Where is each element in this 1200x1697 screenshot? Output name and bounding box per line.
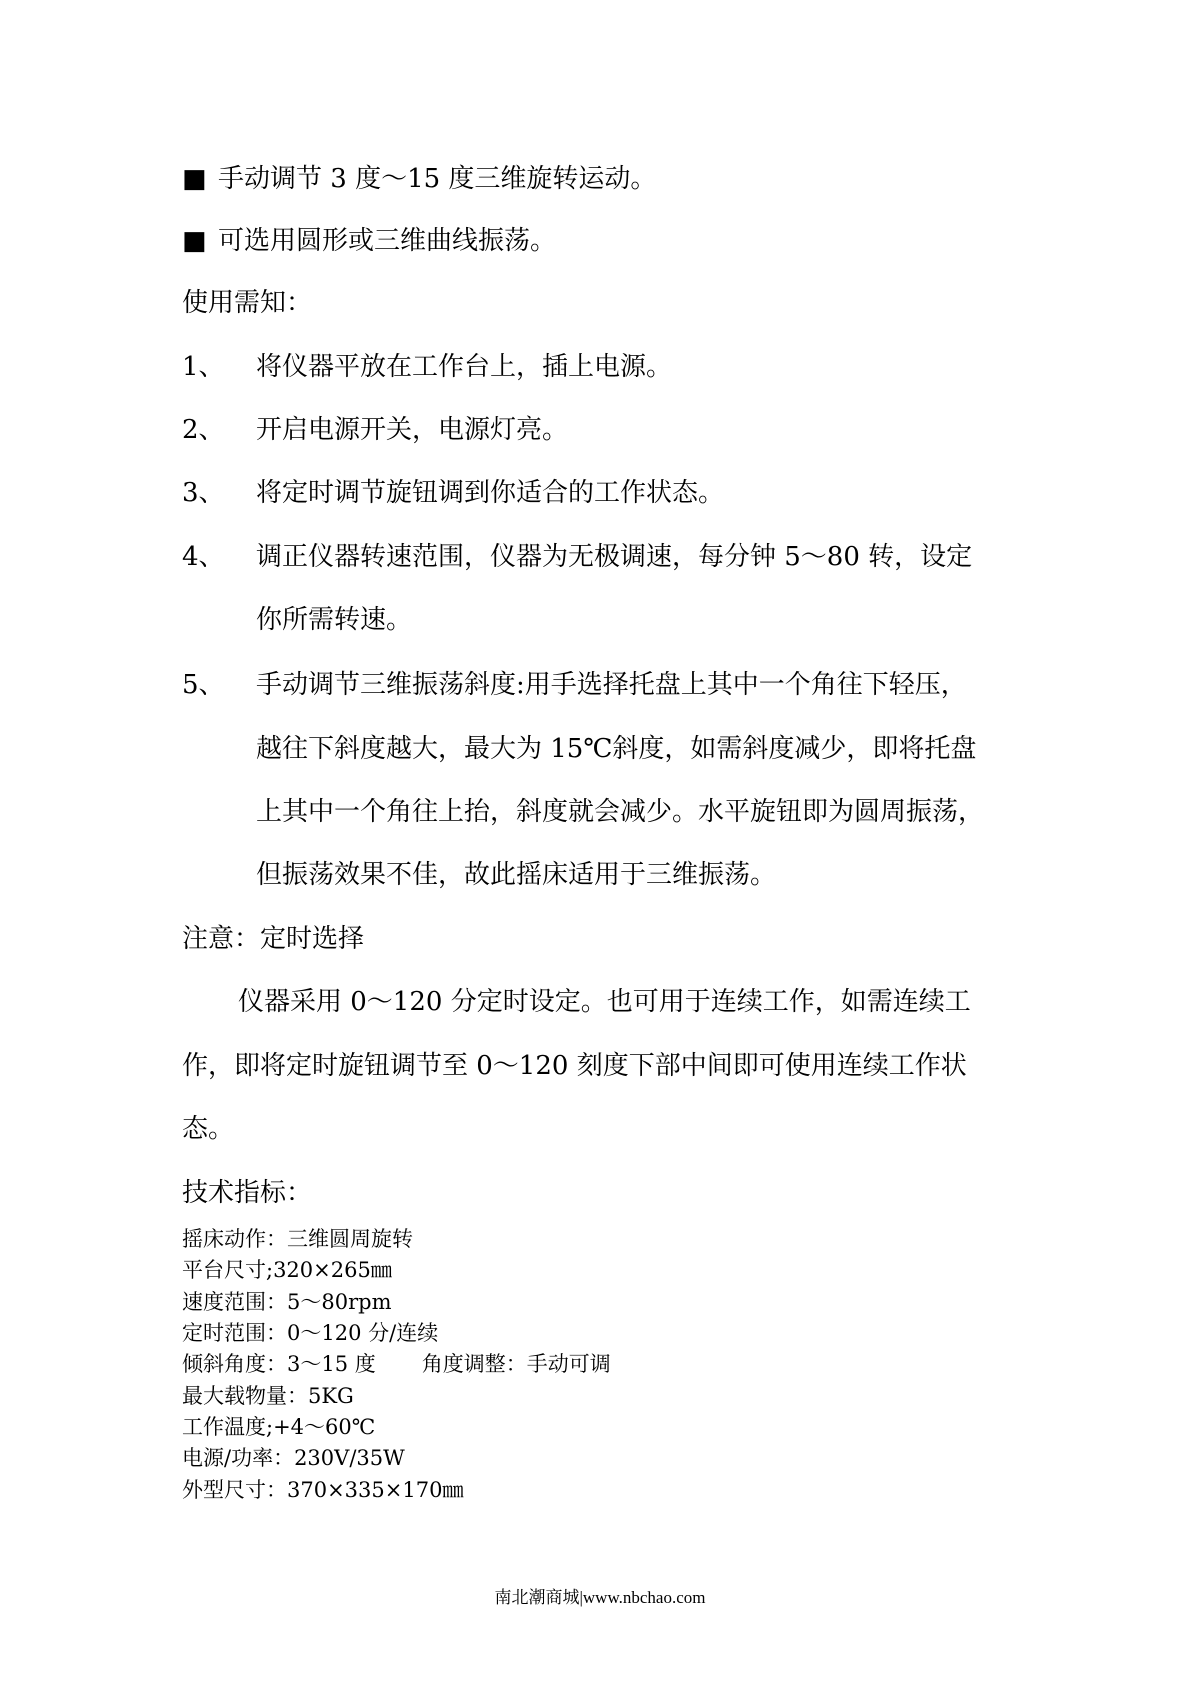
square-bullet-icon: ■ (182, 164, 207, 194)
spec-item: 速度范围：5～80rpm (182, 1290, 392, 1314)
step-text: 越往下斜度越大，最大为 15℃斜度，如需斜度减少，即将托盘 (256, 734, 977, 764)
spec-item: 摇床动作：三维圆周旋转 (182, 1227, 413, 1251)
feature-bullet-text: 手动调节 3 度～15 度三维旋转运动。 (218, 164, 657, 194)
step-number: 3、 (182, 478, 225, 508)
step-text: 将定时调节旋钮调到你适合的工作状态。 (256, 478, 725, 508)
usage-heading: 使用需知： (182, 288, 313, 318)
spec-item: 外型尺寸：370×335×170㎜ (182, 1478, 464, 1502)
step-number: 2、 (182, 415, 225, 445)
page-footer: 南北潮商城|www.nbchao.com (494, 1588, 706, 1607)
spec-item: 平台尺寸;320×265㎜ (182, 1258, 392, 1282)
spec-item: 电源/功率：230V/35W (182, 1446, 405, 1470)
step-text: 手动调节三维振荡斜度:用手选择托盘上其中一个角往下轻压， (256, 670, 967, 700)
step-text: 你所需转速。 (256, 605, 413, 635)
spec-item-row (182, 1350, 611, 1378)
note-paragraph-line: 态。 (182, 1114, 235, 1144)
feature-bullet-1 (182, 162, 656, 196)
step-text: 将仪器平放在工作台上，插上电源。 (256, 352, 673, 382)
step-number: 5、 (182, 670, 225, 700)
step-number: 4、 (182, 542, 225, 572)
note-heading: 注意：定时选择 (182, 924, 365, 954)
step-text: 但振荡效果不佳，故此摇床适用于三维振荡。 (256, 860, 777, 890)
step-text: 调正仪器转速范围，仪器为无极调速，每分钟 5～80 转，设定 (256, 542, 973, 572)
note-paragraph-line: 作，即将定时旋钮调节至 0～120 刻度下部中间即可使用连续工作状 (182, 1051, 967, 1081)
note-paragraph-line: 仪器采用 0～120 分定时设定。也可用于连续工作，如需连续工 (238, 987, 971, 1017)
step-text: 上其中一个角往上抬，斜度就会减少。水平旋钮即为圆周振荡， (256, 797, 985, 827)
spec-item: 最大载物量：5KG (182, 1384, 354, 1408)
spec-item: 定时范围：0～120 分/连续 (182, 1321, 439, 1345)
square-bullet-icon: ■ (182, 226, 207, 256)
feature-bullet-text: 可选用圆形或三维曲线振荡。 (218, 226, 557, 256)
spec-item: 工作温度;+4～60℃ (182, 1415, 376, 1439)
spec-item-extra: 角度调整：手动可调 (421, 1352, 611, 1376)
step-number: 1、 (182, 352, 225, 382)
spec-item: 倾斜角度：3～15 度 (182, 1352, 376, 1376)
feature-bullet-2 (182, 224, 556, 258)
specs-heading: 技术指标： (182, 1178, 313, 1208)
step-text: 开启电源开关，电源灯亮。 (256, 415, 569, 445)
